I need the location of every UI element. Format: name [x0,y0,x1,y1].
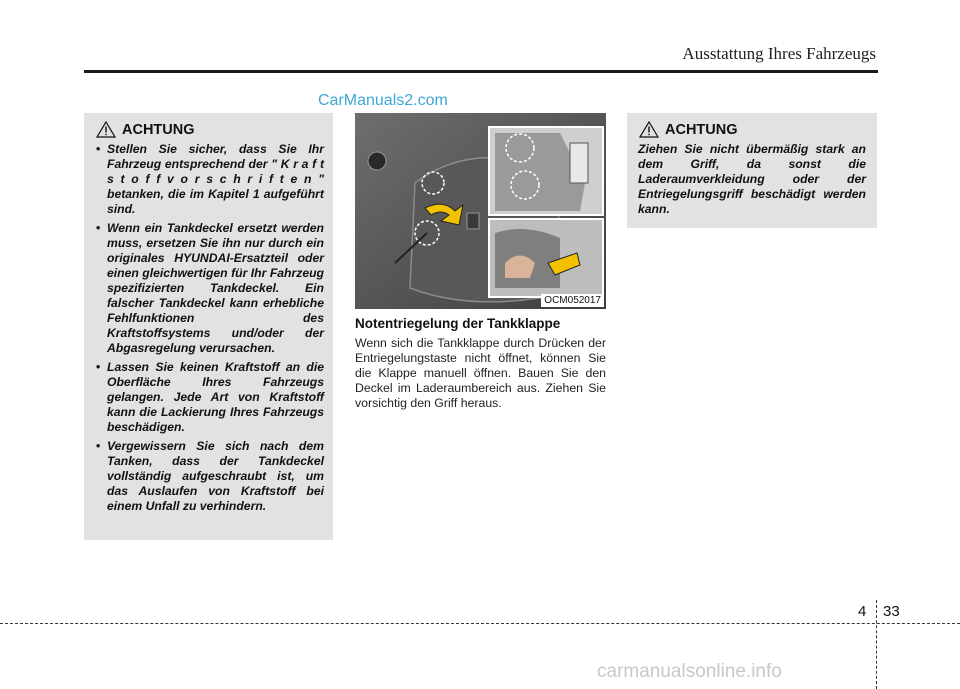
section-heading: Notentriegelung der Tankklappe [355,316,561,331]
warning-box-left [84,113,333,540]
header-title: Ausstattung Ihres Fahrzeugs [682,44,876,63]
fuel-door-figure [355,113,606,309]
warning-box-header [96,121,324,138]
warning-item: • Lassen Sie keinen Kraftstoff an die Oberfläche Ihres Fahrzeugs gelangen. Jede Art von Kraftstoff kann die Lackierung Ihres Fahrzeugs beschädigen. [93,360,324,435]
page-number: 33 [883,603,900,620]
warning-box-right [627,113,877,228]
warning-title: ACHTUNG [122,121,195,138]
footer-divider [876,600,877,689]
warning-item: • Stellen Sie sicher, dass Sie Ihr Fahrzeug entsprechend der " K r a f t s t o f f v o r s c h r i f t e n " betanken, die im Kapitel 1 aufgeführt sind. [93,142,324,217]
figure-caption: OCM052017 [541,294,604,307]
warning-triangle-icon [639,121,659,138]
warning-text: Ziehen Sie nicht übermäßig stark an dem Griff, da sonst die Laderaumverkleidung oder der Entriegelungsgriff beschädigt werden kann. [638,142,866,216]
section-body: Wenn sich die Tankklappe durch Drücken der Entriegelungstaste nicht öffnet, können Sie die Klappe manuell öffnen. Bauen Sie den Deckel im Laderaumbereich aus. Ziehen Sie vorsichtig den Griff heraus. [355,336,606,410]
watermark-bottom[interactable]: carmanualsonline.info [597,661,782,682]
warning-triangle-icon [96,121,116,138]
warning-item: • Vergewissern Sie sich nach dem Tanken, dass der Tankdeckel vollständig aufgeschraubt ist, um das Auslaufen von Kraftstoff bei einem Unfall zu verhindern. [93,439,324,514]
footer-rule [0,623,960,624]
warning-item: • Wenn ein Tankdeckel ersetzt werden muss, ersetzen Sie ihn nur durch ein originales HYUNDAI-Ersatzteil oder einen gleichwertigen für Ihr Fahrzeug spezifizierten Tankdeckel. Ein falscher Tankdeckel kann erhebliche Fehlfunktionen des Kraftstoffsystems und/oder der Abgasregelung verursachen. [93,221,324,356]
warning-title: ACHTUNG [665,121,738,138]
warning-box-header [639,121,868,138]
watermark-top[interactable]: CarManuals2.com [318,92,448,109]
chapter-number: 4 [858,603,867,620]
warning-list [93,142,324,514]
fuel-door-illustration [355,113,606,309]
header-rule [84,70,878,73]
